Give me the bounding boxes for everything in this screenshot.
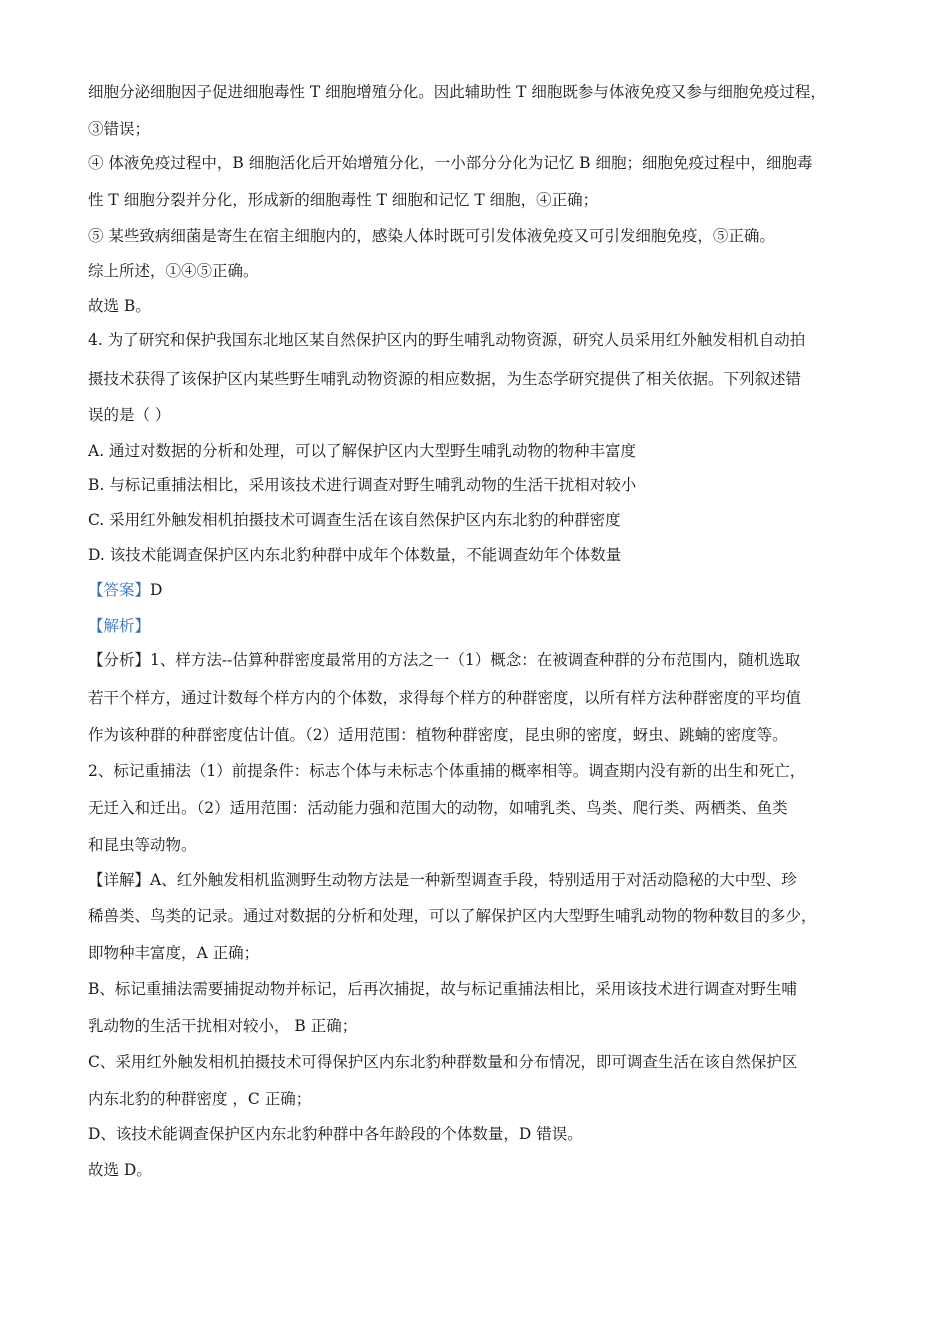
prev-conclusion: 故选 B。 <box>88 297 151 315</box>
detail-line: C、采用红外触发相机拍摄技术可得保护区内东北豹种群数量和分布情况，即可调查生活在该自然保护区 <box>88 1053 798 1071</box>
detail-line: B、标记重捕法需要捕捉动物并标记，后再次捕捉，故与标记重捕法相比，采用该技术进行调查对野生哺 <box>88 980 797 998</box>
answer-line <box>88 580 162 600</box>
answer-tag: 【答案】 <box>88 581 151 599</box>
analysis-line: 作为该种群的种群密度估计值。（2）适用范围：植物种群密度，昆虫卵的密度，蚜虫、跳蝻的密度等。 <box>88 726 788 744</box>
prev-explanation-line: 综上所述，①④⑤正确。 <box>88 262 259 280</box>
question-stem-line: 摄技术获得了该保护区内某些野生哺乳动物资源的相应数据，为生态学研究提供了相关依据。下列叙述错 <box>88 370 802 388</box>
prev-explanation-line: 性 T 细胞分裂并分化，形成新的细胞毒性 T 细胞和记忆 T 细胞，④正确； <box>88 191 599 209</box>
question-stem-line: 误的是（ ） <box>88 406 171 424</box>
analysis-line: 无迁入和迁出。（2）适用范围：活动能力强和范围大的动物，如哺乳类、鸟类、爬行类、两栖类、鱼类 <box>88 799 788 817</box>
prev-explanation-line: 细胞分泌细胞因子促进细胞毒性 T 细胞增殖分化。因此辅助性 T 细胞既参与体液免疫又参与细胞免疫过程， <box>88 83 826 101</box>
detail-line: 即物种丰富度，A 正确； <box>88 944 260 962</box>
detail-line: 乳动物的生活干扰相对较小， B 正确； <box>88 1017 358 1035</box>
option-c: C. 采用红外触发相机拍摄技术可调查生活在该自然保护区内东北豹的种群密度 <box>88 511 621 529</box>
analysis-line: 和昆虫等动物。 <box>88 836 197 854</box>
answer-value: D <box>150 581 163 599</box>
option-b: B. 与标记重捕法相比，采用该技术进行调查对野生哺乳动物的生活干扰相对较小 <box>88 476 637 494</box>
question-stem-line: 4. 为了研究和保护我国东北地区某自然保护区内的野生哺乳动物资源，研究人员采用红外触发相机自动拍 <box>88 331 806 349</box>
detail-line: 稀兽类、鸟类的记录。通过对数据的分析和处理，可以了解保护区内大型野生哺乳动物的物种数目的多少， <box>88 907 817 925</box>
prev-explanation-line: ⑤ 某些致病细菌是寄生在宿主细胞内的，感染人体时既可引发体液免疫又可引发细胞免疫，⑤正确。 <box>88 227 775 245</box>
prev-explanation-line: ③错误； <box>88 120 151 138</box>
detail-line: D、该技术能调查保护区内东北豹种群中各年龄段的个体数量，D 错误。 <box>88 1125 583 1143</box>
analysis-line: 2、标记重捕法（1）前提条件：标志个体与未标志个体重捕的概率相等。调查期内没有新的出生和死亡， <box>88 762 806 780</box>
prev-explanation-line: ④ 体液免疫过程中，B 细胞活化后开始增殖分化，一小部分分化为记忆 B 细胞；细胞免疫过程中，细胞毒 <box>88 154 813 172</box>
analysis-line: 若干个样方，通过计数每个样方内的个体数，求得每个样方的种群密度，以所有样方法种群密度的平均值 <box>88 689 802 707</box>
final-conclusion: 故选 D。 <box>88 1161 152 1179</box>
detail-line: 内东北豹的种群密度 ，C 正确； <box>88 1090 312 1108</box>
analysis-tag: 【解析】 <box>88 617 151 635</box>
detail-line: 【详解】A、红外触发相机监测野生动物方法是一种新型调查手段，特别适用于对活动隐秘的大中型、珍 <box>88 871 797 889</box>
option-a: A. 通过对数据的分析和处理，可以了解保护区内大型野生哺乳动物的物种丰富度 <box>88 442 637 460</box>
option-d: D. 该技术能调查保护区内东北豹种群中成年个体数量，不能调查幼年个体数量 <box>88 546 622 564</box>
analysis-line: 【分析】1、样方法--估算种群密度最常用的方法之一（1）概念：在被调查种群的分布范围内，随机选取 <box>88 651 801 669</box>
